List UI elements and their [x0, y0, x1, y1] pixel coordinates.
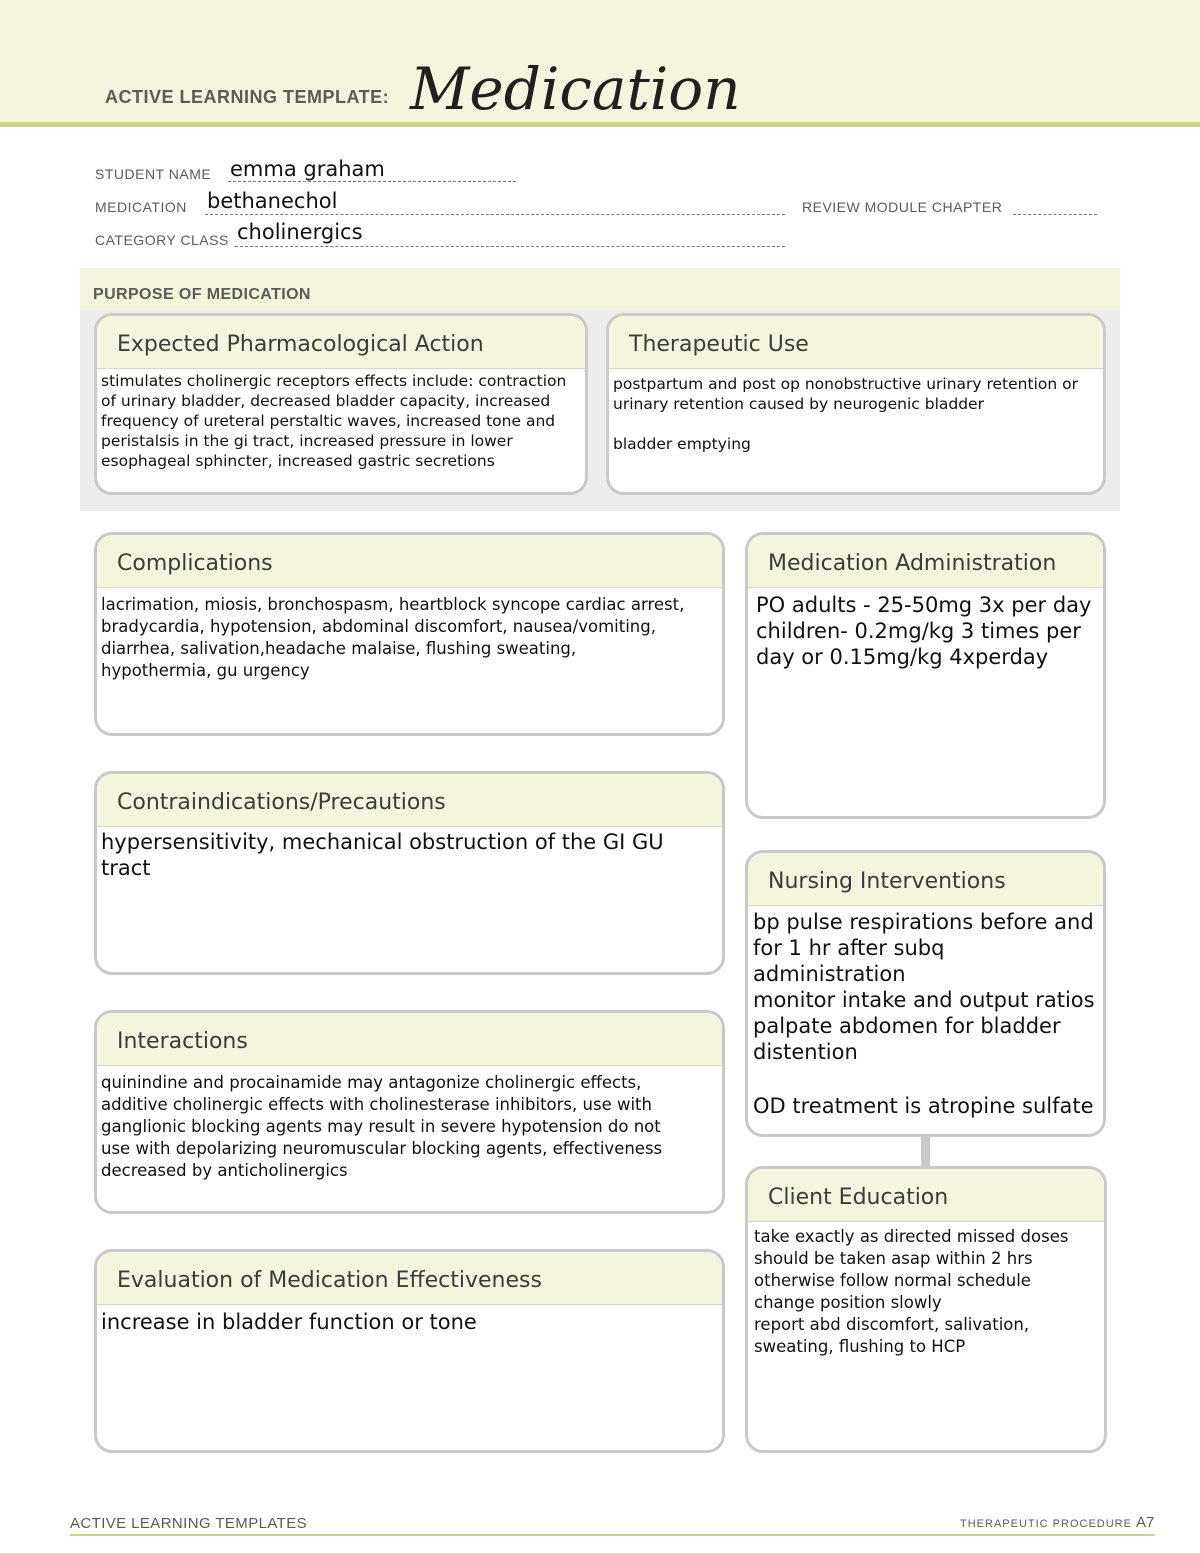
footer-left-label: ACTIVE LEARNING TEMPLATES [70, 1515, 307, 1532]
student-name-value[interactable]: emma graham [230, 157, 385, 181]
evaluation-text[interactable]: increase in bladder function or tone [101, 1310, 477, 1334]
category-class-label: CATEGORY CLASS [95, 232, 229, 248]
administration-box [745, 532, 1106, 819]
client-education-title: Client Education [768, 1185, 949, 1210]
contraindications-text[interactable]: hypersensitivity, mechanical obstruction of the GI GU tract [101, 830, 664, 880]
evaluation-title: Evaluation of Medication Effectiveness [117, 1268, 542, 1293]
client-education-text[interactable]: take exactly as directed missed doses should be taken asap within 2 hrs otherwise follow normal schedule change position slowly report abd discomfort, salivation, sweating, flushing to HCP [754, 1227, 1069, 1356]
category-class-line [235, 246, 785, 247]
nursing-interventions-text-2[interactable]: OD treatment is atropine sulfate [753, 1094, 1094, 1118]
medication-line [205, 214, 785, 215]
client-education-box [745, 1166, 1107, 1453]
contraindications-box [94, 771, 725, 975]
interactions-box [94, 1010, 725, 1214]
complications-box [94, 532, 725, 736]
expected-action-text[interactable]: stimulates cholinergic receptors effects include: contraction of urinary bladder, decreased bladder capacity, increased frequency of ureteral perstaltic waves, increased tone and peristalsis in the gi tract, increased pressure in lower esophageal sphincter, increased gastric secretions [101, 372, 567, 470]
expected-action-box [94, 313, 588, 495]
evaluation-box [94, 1249, 725, 1453]
administration-text[interactable]: PO adults - 25-50mg 3x per day children- 0.2mg/kg 3 times per day or 0.15mg/kg 4xperday [756, 593, 1092, 669]
student-name-line [228, 181, 516, 182]
therapeutic-use-box [606, 313, 1106, 495]
complications-title: Complications [117, 551, 273, 576]
medication-label: MEDICATION [95, 199, 187, 215]
student-name-label: STUDENT NAME [95, 166, 212, 182]
page-title: Medication [410, 55, 741, 123]
therapeutic-use-text[interactable]: postpartum and post op nonobstructive urinary retention or urinary retention caused by neurogenic bladder [613, 375, 1078, 413]
complications-text[interactable]: lacrimation, miosis, bronchospasm, heartblock syncope cardiac arrest, bradycardia, hypotension, abdominal discomfort, nausea/vomiting, diarrhea, salivation,headache malaise, flushing sweating, hypothermia, gu urgency [101, 595, 685, 680]
therapeutic-use-text-2[interactable]: bladder emptying [613, 435, 751, 453]
footer-right-label: THERAPEUTIC PROCEDURE [960, 1518, 1132, 1530]
nursing-interventions-text[interactable]: bp pulse respirations before and for 1 hr after subq administration monitor intake and output ratios palpate abdomen for bladder distention [753, 910, 1095, 1064]
nursing-interventions-box [745, 850, 1106, 1137]
medication-value[interactable]: bethanechol [207, 189, 338, 213]
expected-action-title: Expected Pharmacological Action [117, 332, 484, 357]
therapeutic-use-title: Therapeutic Use [629, 332, 809, 357]
contraindications-title: Contraindications/Precautions [117, 790, 446, 815]
box-connector [921, 1136, 930, 1166]
review-module-label: REVIEW MODULE CHAPTER [802, 199, 1003, 215]
interactions-text[interactable]: quinindine and procainamide may antagonize cholinergic effects, additive cholinergic effects with cholinesterase inhibitors, use with ganglionic blocking agents may result in severe hypotension do not use with depolarizing neuromuscular blocking agents, effectiveness decreased by anticholinergics [101, 1073, 663, 1180]
template-label: ACTIVE LEARNING TEMPLATE: [105, 87, 390, 107]
page-number: A7 [1136, 1514, 1155, 1531]
interactions-title: Interactions [117, 1029, 248, 1054]
administration-title: Medication Administration [768, 551, 1057, 576]
category-class-value[interactable]: cholinergics [237, 220, 363, 244]
footer-divider [70, 1534, 1155, 1536]
purpose-title: PURPOSE OF MEDICATION [93, 286, 311, 303]
review-module-line[interactable] [1013, 214, 1097, 215]
nursing-interventions-title: Nursing Interventions [768, 869, 1006, 894]
